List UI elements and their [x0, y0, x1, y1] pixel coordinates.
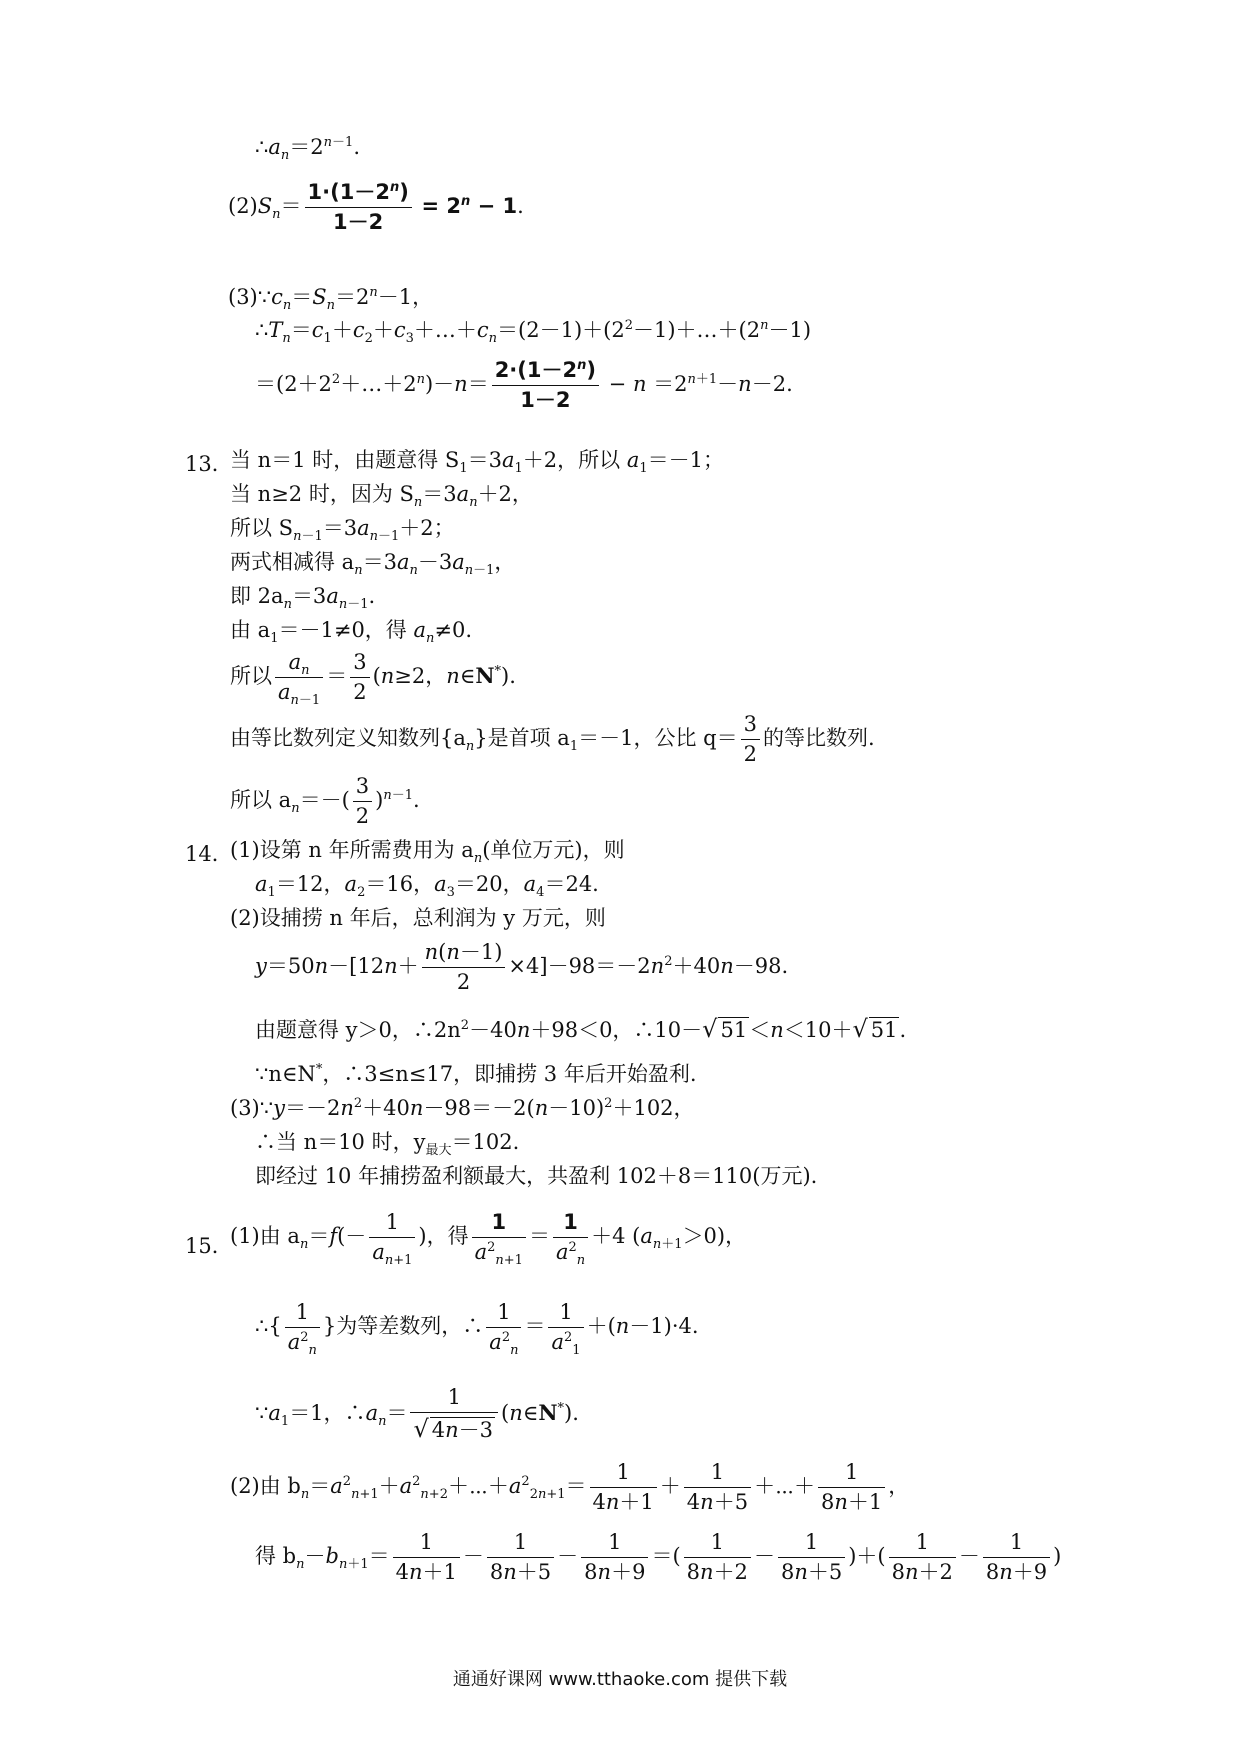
q13-line-9: 所以 $a_n=-$( $\frac{3}{2}$ )$^{n-1}$.: [230, 774, 420, 829]
line-cn: $(3)\because c_n=S_n=2^n-1$，: [228, 285, 434, 313]
question-number-14: 14．: [185, 842, 233, 866]
page-footer: 通通好课网 www.tthaoke.com 提供下载: [452, 1669, 788, 1690]
q15-line-2: ∴{ $\frac{1}{a^2_n}$ }为等差数列，∴ $\frac{1}{a^2_n}$ ＝ $\frac{1}{a^2_1}$ ＋(n－1)·4.: [255, 1300, 699, 1359]
q13-line-3: 所以 $S_{n-1}=3a_{n-1}+2$；: [230, 516, 455, 544]
line-tn-result: $=(2+2^2+\dots+2^n)-n=$ $\frac{2\cdot(1-2^n)}{1-2}$ − $n =2^{n+1}-n-2$.: [255, 358, 793, 413]
q13-line-1: 当 n＝1 时，由题意得 $S_1=3a_1+2$，所以 $a_1=-1$；: [230, 448, 725, 476]
q14-line-8: ∴当 n＝10 时，$y_{最大}=102$.: [255, 1130, 520, 1158]
question-number-15: 15．: [185, 1234, 233, 1258]
q14-line-6: ∵n∈N*，∴3≤n≤17，即捕捞 3 年后开始盈利.: [255, 1062, 697, 1086]
q14-line-2: $a_1=12$，$a_2=16$，$a_3=20$，$a_4=24$.: [255, 872, 599, 900]
q15-line-3: $\because a_1=1$，$\therefore a_n=$ $\frac{1}{√ 4n-3}$ (n∈N*).: [255, 1385, 579, 1444]
q14-line-7: $(3)\because y=-2n^2+40n-98=-2(n-10)^2+102$，: [230, 1096, 695, 1120]
q14-line-3: (2)设捕捞 n 年后，总利润为 y 万元，则: [230, 906, 606, 930]
fraction: $\frac{1\cdot(1-2^n)}{1-2}$: [305, 180, 412, 235]
q15-line-1: (1)由 $a_n=f(-$ $\frac{1}{a_{n+1}}$ )，得 $\frac{1}{a^2_{n+1}}$ ＝ $\frac{1}{a^2_n}$ ＋4 $(a_{n+1}>0)$，: [230, 1210, 747, 1269]
line-an-formula: $\therefore a_n=2^{n-1}$.: [255, 135, 360, 163]
question-number-13: 13．: [185, 452, 233, 476]
line-tn: $\therefore T_n=c_1+c_2+c_3+\dots+c_n=(2-1)+(2^2-1)+\dots+(2^n-1)$: [255, 318, 812, 346]
q13-line-2: 当 n≥2 时，因为 $S_n=3a_n+2$，: [230, 482, 533, 510]
line-sn-formula: $(2)S_n=$ $\frac{1\cdot(1-2^n)}{1-2}$ = $2^n - 1$.: [228, 180, 524, 235]
q14-line-4: y＝50n－[12n＋ $\frac{n(n-1)}{2}$ $\times 4]-98=-2n^2+40n-98$.: [255, 940, 789, 995]
q13-line-4: 两式相减得 $a_n=3a_n-3a_{n-1}$，: [230, 550, 516, 578]
q14-line-5: 由题意得 y＞0，$\therefore 2n^2-40n+98<0$，∴10－√ 51＜n＜10＋√ 51.: [255, 1015, 907, 1043]
q15-line-4: (2)由 $b_n=a^2_{n+1}+a^2_{n+2}+\cdots+a^2_{2n+1}=$ $\frac{1}{4n+1}$ ＋ $\frac{1}{4n+5}$ ＋⋯＋ $\frac{1}{8n+1}$ ，: [230, 1460, 910, 1515]
q13-line-7: 所以 $\frac{a_n}{a_{n-1}}$ ＝ $\frac{3}{2}$ (n≥2，n∈N*).: [230, 650, 516, 709]
q14-line-9: 即经过 10 年捕捞盈利额最大，共盈利 102＋8＝110(万元).: [255, 1164, 818, 1188]
q13-line-6: 由 $a_1=-1\ne 0$，得 $a_n\ne 0$.: [230, 618, 473, 646]
part-label: (2): [228, 194, 258, 219]
q13-line-5: 即 $2a_n=3a_{n-1}$.: [230, 584, 376, 612]
q15-line-5: 得 $b_n-b_{n+1}=$ $\frac{1}{4n+1}$ － $\frac{1}{8n+5}$ － $\frac{1}{8n+9}$ ＝( $\frac{1}{8n+2}$ － $\frac{1}{8n+5}$ )＋( $\frac{1}{8n+2}$ － $\frac{1}{8n+9}$ ): [255, 1530, 1062, 1585]
part-label: (3): [228, 285, 258, 309]
q14-line-1: (1)设第 n 年所需费用为 $a_n$(单位万元)，则: [230, 838, 625, 866]
q13-line-8: 由等比数列定义知数列$\{a_n\}$是首项 $a_1=-1$，公比 q＝ $\frac{3}{2}$ 的等比数列.: [230, 712, 875, 767]
